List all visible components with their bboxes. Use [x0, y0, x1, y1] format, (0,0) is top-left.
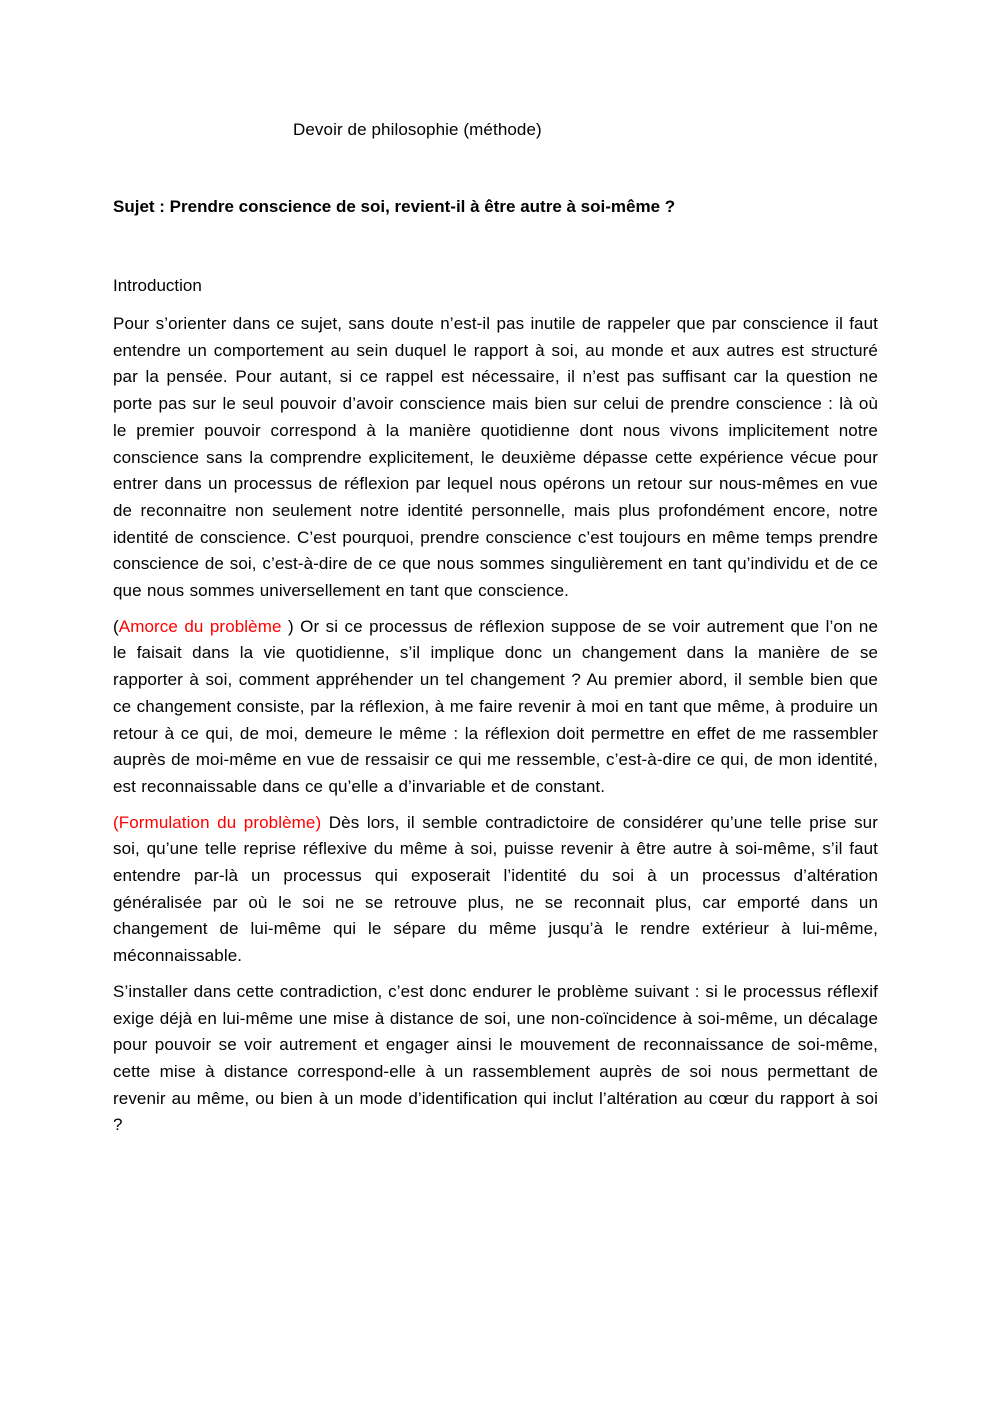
paragraph-text: S’installer dans cette contradiction, c’est donc endurer le problème suivant : si le processus réflexif exige déjà en lui-même une mise à distance de soi, une non-coïncidence à soi-même, un décalage pour pouvoir se voir autrement et engager ainsi le mouvement de reconnaissance de soi-même, cette mise à distance correspond-elle à un rassemblement auprès de soi nous permettant de revenir au même, ou bien à un mode d’identification qui inclut l’altération au cœur du rapport à soi ?: [113, 981, 878, 1135]
paragraph: [113, 979, 878, 1139]
paragraph-text: (: [113, 616, 119, 636]
paragraph-text: ) Or si ce processus de réflexion suppose de se voir autrement que l’on ne le faisait dans la vie quotidienne, s’il implique donc un changement dans la manière de se rapporter à soi, comment appréhender un tel changement ? Au premier abord, il semble bien que ce changement consiste, par la réflexion, à me faire revenir à moi en tant que même, à produire un retour à ce qui, de moi, demeure le même : la réflexion doit permettre en effet de me rassembler auprès de moi-même en vue de ressaisir ce qui me ressemble, c’est-à-dire ce qui, de mon identité, est reconnaissable dans ce qu’elle a d’invariable et de constant.: [113, 616, 878, 796]
subject-line: Sujet : Prendre conscience de soi, revient-il à être autre à soi-même ?: [113, 197, 676, 216]
document-title: Devoir de philosophie (méthode): [293, 120, 542, 139]
paragraph: [113, 614, 878, 801]
paragraphs-container: [113, 311, 878, 1139]
paragraph: [113, 311, 878, 605]
section-heading-introduction: Introduction: [113, 276, 202, 295]
red-annotation-text: Amorce du problème: [118, 616, 288, 636]
paragraph-text: Pour s’orienter dans ce sujet, sans doute n’est-il pas inutile de rappeler que par conscience il faut entendre un comportement au sein duquel le rapport à soi, au monde et aux autres est structuré par la pensée. Pour autant, si ce rappel est nécessaire, il n’est pas suffisant car la question ne porte pas sur le seul pouvoir d’avoir conscience mais bien sur celui de prendre conscience : là où le premier pouvoir correspond à la manière quotidienne dont nous vivons implicitement notre conscience sans la comprendre explicitement, le deuxième dépasse cette expérience vécue pour entrer dans un processus de réflexion par lequel nous opérons un retour sur nous-mêmes en vue de reconnaitre non seulement notre identité personnelle, mais plus profondément encore, notre identité de conscience. C’est pourquoi, prendre conscience c’est toujours en même temps prendre conscience de soi, c’est-à-dire de ce que nous sommes singulièrement en tant qu’individu et de ce que nous sommes universellement en tant que conscience.: [113, 314, 878, 601]
red-annotation-text: (Formulation du problème): [113, 812, 322, 832]
paragraph-text: Dès lors, il semble contradictoire de considérer qu’une telle prise sur soi, qu’une telle reprise réflexive du même à soi, puisse revenir à être autre à soi-même, s’il faut entendre par-là un processus qui exposerait l’identité du soi à un processus d’altération généralisée par où le soi ne se retrouve plus, ne se reconnait plus, car emporté dans un changement de lui-même qui le sépare du même jusqu’à le rendre extérieur à lui-même, méconnaissable.: [113, 812, 879, 966]
paragraph: [113, 810, 878, 970]
